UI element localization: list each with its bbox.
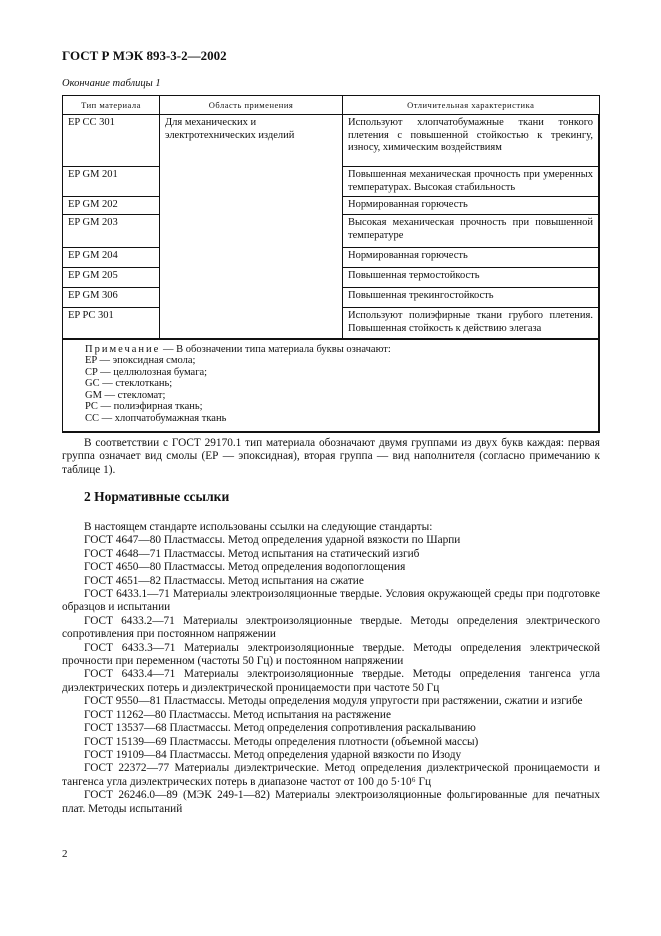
material-type: EP GM 204 [63,248,160,268]
table-header-row [63,96,600,115]
note-text: — В обозначении типа материала буквы означают: [160,343,391,355]
note-label: Примечание [85,343,161,355]
column-header: Область применения [160,96,343,115]
material-type: EP GM 205 [63,268,160,288]
material-type: EP GM 203 [63,215,160,248]
document-header: ГОСТ Р МЭК 893-3-2—2002 [62,48,227,63]
material-type: EP PC 301 [63,308,160,339]
material-feature: Высокая механическая прочность при повышенной температуре [343,215,600,248]
material-feature: Используют хлопчатобумажные ткани тонкого плетения с повышенной стойкостью к трекингу, износу, химическим воздействиям [343,115,600,167]
reference-intro: В настоящем стандарте использованы ссылки на следующие стандарты: [84,521,433,533]
material-feature: Повышенная термостойкость [343,268,600,288]
reference-item: ГОСТ 6433.4—71 Материалы электроизоляционные твердые. Методы определения тангенса угла диэлектрических потерь и диэлектрической проницаемости при частоте 50 Гц [62,668,600,694]
material-type: EP GM 306 [63,288,160,308]
material-feature: Нормированная горючесть [343,197,600,215]
reference-item: ГОСТ 6433.1—71 Материалы электроизоляционные твердые. Условия окружающей среды при подготовке образцов и испытании [62,588,600,614]
intro-paragraph: В соответствии с ГОСТ 29170.1 тип материала обозначают двумя группами из двух букв каждая: первая группа означает вид смолы (ЕР — эпоксидная), вторая группа — вид наполнителя (согласно примечанию к таблице 1). [62,437,600,476]
reference-item: ГОСТ 4651—82 Пластмассы. Метод испытания на сжатие [84,574,364,587]
column-header: Отличительная характеристика [343,96,600,115]
material-feature: Используют полиэфирные ткани грубого плетения. Повышенная стойкость к действию элегаза [343,308,600,339]
reference-item: ГОСТ 22372—77 Материалы диэлектрические. Метод определения диэлектрической проницаемости и тангенса угла диэлектрических потерь в диапазоне частот от 100 до 5·10⁶ Гц [62,762,600,788]
reference-item: ГОСТ 15139—69 Пластмассы. Методы определения плотности (объемной массы) [84,735,479,748]
note-item: CP — целлюлозная бумага; [85,366,208,378]
section-heading: 2 Нормативные ссылки [84,489,230,504]
reference-item: ГОСТ 19109—84 Пластмассы. Метод определения ударной вязкости по Изоду [84,748,462,761]
note-item: PC — полиэфирная ткань; [85,401,203,413]
reference-item: ГОСТ 6433.3—71 Материалы электроизоляционные твердые. Методы определения электрической прочности при переменном (частоты 50 Гц) и постоянном напряжении [62,641,600,668]
references-list [62,521,600,816]
reference-item: ГОСТ 9550—81 Пластмассы. Методы определения модуля упругости при растяжении, сжатии и изгибе [84,695,583,708]
column-header: Тип материала [63,96,160,115]
reference-item: ГОСТ 11262—80 Пластмассы. Метод испытания на растяжение [84,708,391,721]
note-item: EP — эпоксидная смола; [85,355,196,367]
reference-item: ГОСТ 6433.2—71 Материалы электроизоляционные твердые. Методы определения электрического сопротивления при постоянном напряжении [62,614,600,641]
page-number: 2 [62,848,68,860]
material-feature: Повышенная механическая прочность при умеренных температурах. Высокая стабильность [343,167,600,197]
reference-item: ГОСТ 13537—68 Пластмассы. Метод определения сопротивления раскалыванию [84,722,476,735]
material-type: EP GM 201 [63,167,160,197]
table-note [63,339,600,432]
material-type: EP CC 301 [63,115,160,167]
reference-item: ГОСТ 4647—80 Пластмассы. Метод определения ударной вязкости по Шарпи [84,534,461,547]
note-item: GM — стекломат; [85,389,166,401]
note-item: GC — стеклоткань; [85,378,173,390]
material-type: EP GM 202 [63,197,160,215]
materials-table [62,95,600,433]
table-row [63,115,600,167]
note-item: CC — хлопчатобумажная ткань [85,413,227,425]
material-feature: Нормированная горючесть [343,248,600,268]
reference-item: ГОСТ 4648—71 Пластмассы. Метод испытания на статический изгиб [84,547,420,560]
table-caption: Окончание таблицы 1 [62,78,161,89]
material-feature: Повышенная трекингостойкость [343,288,600,308]
reference-item: ГОСТ 4650—80 Пластмассы. Метод определения водопоглощения [84,561,406,574]
intro-block [62,437,600,477]
application-area: Для механических и электротехнических изделий [160,115,343,339]
table-note-row [63,339,600,432]
reference-item: ГОСТ 26246.0—89 (МЭК 249-1—82) Материалы электроизоляционные фольгированные для печатных плат. Методы испытаний [62,789,600,815]
